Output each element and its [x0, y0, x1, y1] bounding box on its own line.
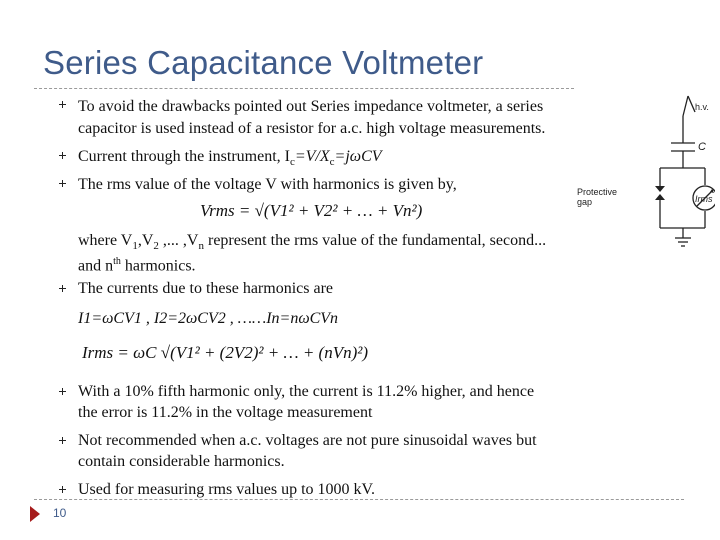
bullet-6-line-2: contain considerable harmonics.: [78, 453, 285, 470]
capacitor-label: C: [698, 141, 706, 153]
slide-title: Series Capacitance Voltmeter: [43, 44, 484, 81]
bullet-2-eq2: =jωCV: [334, 148, 382, 165]
protective-gap-label-1: Protective: [577, 187, 618, 197]
where-line-2: and $n^{th}$ harmonics.: [78, 256, 196, 275]
bullet-1-line-2: capacitor is used instead of a resistor for a.c. high voltage measurements.: [78, 120, 546, 137]
bullet-icon: [59, 285, 66, 292]
vrms-equation: Vrms = √(V1² + V2² + … + Vn²): [200, 201, 423, 220]
bullet-5-line-2: the error is 11.2% in the voltage measurement: [78, 404, 373, 421]
bullet-icon: [59, 388, 66, 395]
bullet-2-sub: c: [289, 156, 295, 169]
bullet-icon: [59, 486, 66, 493]
meter-label-visible: Irms: [695, 194, 713, 204]
bullet-icon: [59, 437, 66, 444]
bullet-2: [78, 146, 382, 173]
where-line-1: where $V_1,V_2$ ,... $,V_n$ represent the rms value of the fundamental, second...: [78, 232, 547, 253]
circuit-diagram: [575, 88, 715, 263]
page-marker-icon: [30, 506, 40, 522]
bullet-5-line-1: With a 10% fifth harmonic only, the current is 11.2% higher, and hence: [78, 383, 535, 400]
bullet-2-eq: =V/X: [294, 148, 330, 165]
gap-upper-icon: [655, 186, 665, 192]
title-divider: [34, 88, 574, 89]
bullet-3: The rms value of the voltage V with harmonics is given by,: [78, 176, 457, 193]
hv-label: h.v.: [695, 102, 709, 112]
bullet-icon: [59, 180, 66, 187]
bullet-6-line-1: Not recommended when a.c. voltages are not pure sinusoidal waves but: [78, 432, 537, 449]
bullet-2-sub2: c: [329, 156, 335, 169]
bullet-icon: [59, 152, 66, 159]
bullet-icon: [59, 101, 66, 108]
irms-equation: Irms = ωC √(V1² + (2V2)² + … + (nVn)²): [82, 343, 369, 362]
gap-lower-icon: [655, 194, 665, 200]
circuit-svg: [575, 88, 715, 258]
protective-gap-label-2: gap: [577, 197, 593, 207]
page-number: 10: [53, 506, 67, 520]
bullet-1-line-1: To avoid the drawbacks pointed out Series impedance voltmeter, a series: [78, 98, 544, 115]
bullet-7: Used for measuring rms values up to 1000 kV.: [78, 481, 375, 498]
currents-equation: I1=ωCV1 , I2=2ωCV2 , ……In=nωCVn: [78, 310, 339, 327]
bullet-4: The currents due to these harmonics are: [78, 280, 334, 297]
bullet-2-text: Current through the instrument, I: [78, 148, 290, 165]
footer-divider: [34, 499, 684, 500]
